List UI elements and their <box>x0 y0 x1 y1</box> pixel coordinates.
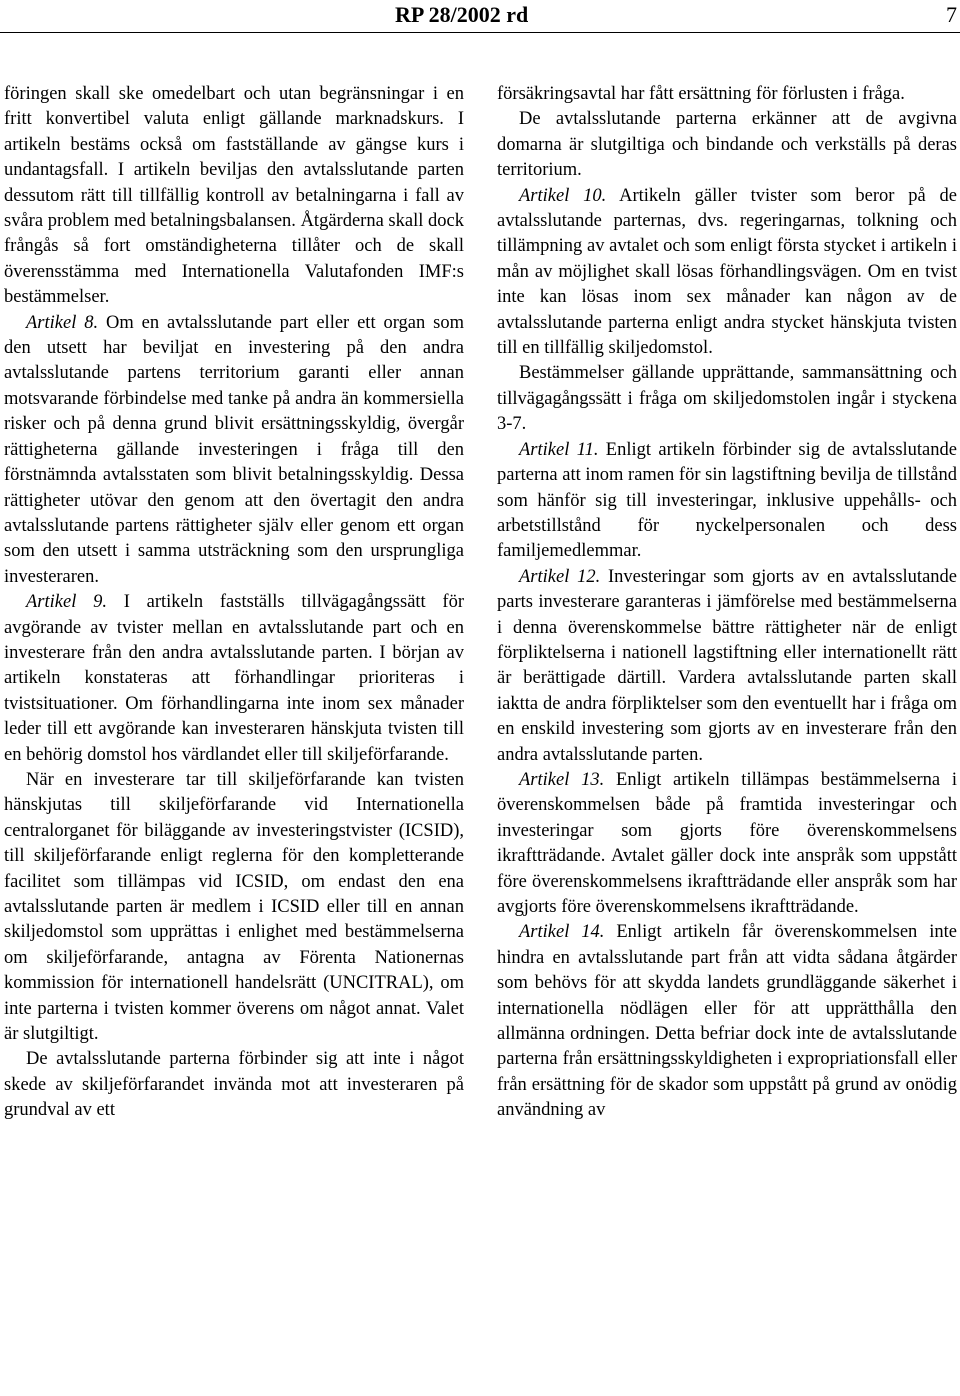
article-9-text: I artikeln fastställs tillvägagångssätt för avgörande av tvister mellan en avtalsslutande part och en investerare från den andra avtalsslutande parten. I början av artikeln konstateras att förhandlingar prioriteras i tvistsituationer. Om förhandlingarna inte inom sex månader leder till ett avgörande kan investeraren hänskjuta tvisten till en behörig domstol hos värdlandet eller till skiljeförfarande. <box>4 592 465 765</box>
paragraph-tribunal-provisions: Bestämmelser gällande upprättande, sammansättning och tillvägagångssätt i fråga om skiljedomstolen ingår i styckena 3-7. <box>497 363 957 435</box>
paragraph-article-8 <box>4 311 464 590</box>
article-10-text: Artikeln gäller tvister som beror på de avtalsslutande parternas, dvs. regeringarnas, tolkning och tillämpning av avtalet och som enligt första stycket i artikeln i mån av möjlighet skall lösas förhandlingsvägen. Om en tvist inte kan lösas inom sex månader kan någon av de avtalsslutande parterna enligt andra stycket hänskjuta tvisten till en tillfällig skiljedomstol. <box>497 185 957 359</box>
article-8-label: Artikel 8. <box>26 312 99 333</box>
page-header <box>0 0 960 34</box>
paragraph-article-13 <box>497 768 957 920</box>
right-column <box>497 82 957 1124</box>
paragraph-article-14 <box>497 920 957 1123</box>
article-12-text: Investeringar som gjorts av en avtalsslutande parts investerare garanteras i jämförelse med bestämmelserna i denna överenskommelse bättre rättigheter när de enligt förpliktelserna i nationell lagstiftning eller internationellt rätt är berättigade därtill. Vardera avtalsslutande parten skall iaktta de andra förpliktelser som den eventuellt har i fråga om en enskild investering som gjorts av en investerare från den andra avtalsslutande parten. <box>497 566 957 765</box>
paragraph-article-11 <box>497 438 957 565</box>
article-13-label: Artikel 13. <box>519 769 605 790</box>
article-10-label: Artikel 10. <box>519 185 607 206</box>
paragraph-parties-commitment: De avtalsslutande parterna förbinder sig att inte i något skede av skiljeförfarandet invända mot att investeraren på grundval av ett <box>4 1049 464 1121</box>
page-number: 7 <box>946 2 957 27</box>
article-11-text: Enligt artikeln förbinder sig de avtalsslutande parterna att inom ramen för sin lagstiftning bevilja de tillstånd som hänför sig till investeringar, inklusive uppehålls- och arbetstillstånd för nyckelpersonalen och dess familjemedlemmar. <box>497 439 957 562</box>
article-12-label: Artikel 12. <box>519 566 601 587</box>
article-13-text: Enligt artikeln tillämpas bestämmelserna i överenskommelsen både på framtida investeringar och investeringar som gjorts före överenskommelsens ikraftträdande. Avtalet gäller dock inte anspråk som uppstått före överenskommelsens ikraftträdande eller anspråk som har avgjorts före överenskommelsens ikraftträdande. <box>497 769 958 917</box>
article-11-label: Artikel 11. <box>519 439 599 460</box>
document-id: RP 28/2002 rd <box>395 2 529 27</box>
paragraph-article-9 <box>4 590 464 768</box>
paragraph-currency-transfer: föringen skall ske omedelbart och utan begränsningar i en fritt konvertibel valuta enligt gällande marknadskurs. I artikeln bestäms också om fastställande av gängse kurs i undantagsfall. I artikeln beviljas den avtalsslutande parten dessutom rätt till tillfällig kontroll av betalningarna i fall av svåra problem med betalningsbalansen. Åtgärderna skall dock frångås så fort omständigheterna tillåter och de skall överensstämma med Internationella Valutafonden IMF:s bestämmelser. <box>4 84 464 308</box>
header-rule <box>0 32 960 33</box>
article-8-text: Om en avtalsslutande part eller ett organ som den utsett har beviljat en investering på den andra avtalsslutande partens territorium garanti eller annan motsvarande förbindelse med tanke på andra än kommersiella risker och på denna grund blivit ersättningsskyldig, övergår rättigheterna gällande investeringen i fråga till den förstnämnda avtalsstaten som blivit betalningsskyldig. Dessa rättigheter utövar den genom att den övertagit den andra avtalsslutande partens rättigheter själv eller genom ett organ som den utsett i samma utsträckning som den ursprungliga investeraren. <box>4 312 464 587</box>
paragraph-article-10 <box>497 184 957 362</box>
left-column <box>4 82 464 1124</box>
paragraph-arbitration-options: När en investerare tar till skiljeförfarande kan tvisten hänskjutas till skiljeförfarande vid Internationella centralorganet för biläggande av investeringstvister (ICSID), till skiljeförfarande enligt reglerna för den kompletterande facilitet som tillämpas vid ICSID, om endast den ena avtalsslutande parten är medlem i ICSID eller till en annan skiljedomstol som upprättas i enlighet med bestämmelserna om skiljeförfarande, antagna av Förenta Nationernas kommission för internationell handelsrätt (UNCITRAL), om inte parterna i tvisten kommer överens om något annat. Valet är slutgiltigt. <box>4 769 464 1045</box>
article-14-text: Enligt artikeln får överenskommelsen inte hindra en avtalsslutande part från att vidta sådana åtgärder som behövs för att skydda landets grundläggande säkerhet i internationella nödlägen eller för att upprätthålla den allmänna ordningen. Detta befriar dock inte de avtalsslutande parterna från ersättningsskyldigheten i expropriationsfall eller från ersättning för de skador som uppstått på grund av onödig användning av <box>497 922 957 1121</box>
article-9-label: Artikel 9. <box>26 592 107 613</box>
article-14-label: Artikel 14. <box>519 922 605 943</box>
paragraph-binding-awards: De avtalsslutande parterna erkänner att de avgivna domarna är slutgiltiga och bindande och verkställs på deras territorium. <box>497 109 957 181</box>
paragraph-insurance-compensation: försäkringsavtal har fått ersättning för förlusten i fråga. <box>497 84 905 104</box>
paragraph-article-12 <box>497 565 957 768</box>
